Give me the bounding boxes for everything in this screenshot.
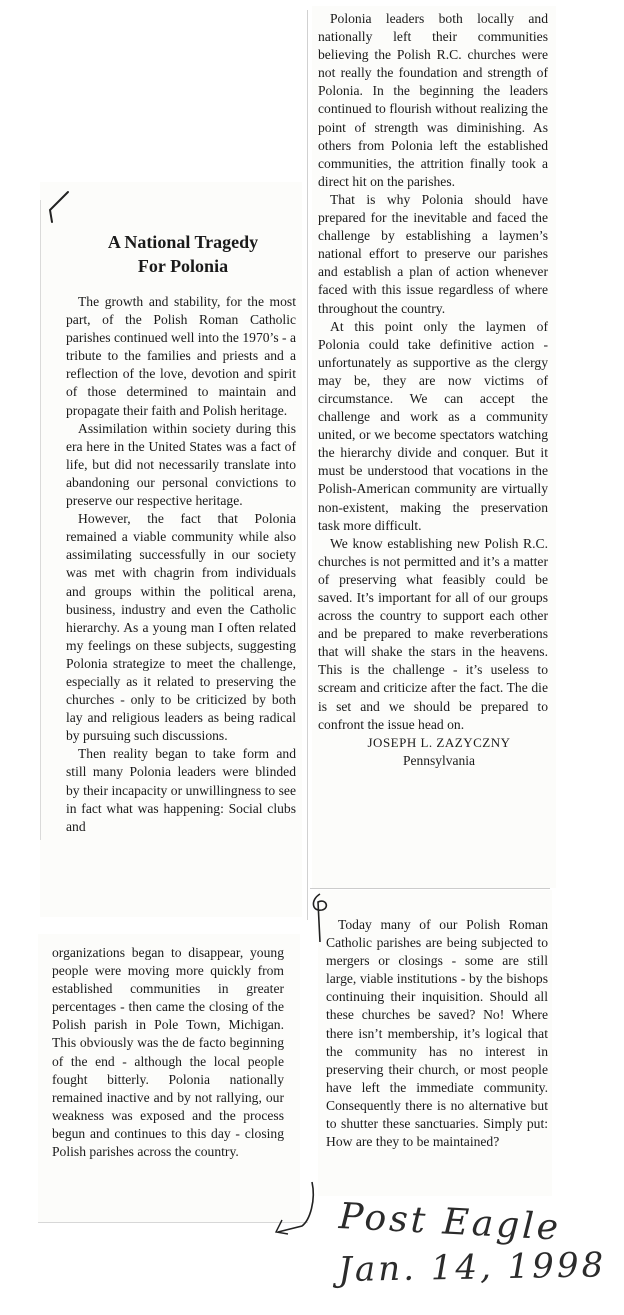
corner-tick-mark: [44, 188, 74, 228]
paragraph: Then reality began to take form and still many Polonia leaders were blinded by their incapacity or unwillingness to see in fact what was happening: Social clubs and: [66, 746, 296, 834]
handwritten-arrow-mark: [306, 890, 336, 950]
paragraph: At this point only the laymen of Polonia could take definitive action - unfortunately as supportive as the clergy may be, they are now victims of circumstance. We can accept the challenge and work as a community united, or we become spectators watching the hierarchy divide and conquer. But it must be understood that vocations in the Polish-American community are virtually non-existent, making the preservation task more difficult.: [318, 318, 548, 533]
handwritten-bracket-mark: [272, 1180, 322, 1240]
paragraph: organizations began to disappear, young people were moving more quickly from established communities in greater percentages - then came the closing of the Polish parish in Pole Town, Michigan. This obviously was the de facto beginning of the end - although the local people fought bitterly. Polonia nationally remained inactive and by not rallying, our weakness was exposed and the process begun and continues to this day - closing Polish parishes across the country.: [52, 945, 284, 1160]
article-title: [80, 230, 286, 278]
paragraph: We know establishing new Polish R.C. churches is not permitted and it’s a matter of preserving what feasibly could be saved. It’s important for all of our groups across the country to support each other and be prepared to make reverberations that will shake the stars in the heavens. This is the challenge - it’s useless to scream and criticize after the fact. The die is set and we should be prepared to confront the issue head on.: [318, 535, 548, 732]
article-column-right-continued: [326, 916, 548, 1151]
scan-edge-right-column: [307, 10, 308, 920]
author-name: JOSEPH L. ZAZYCZNY: [367, 734, 511, 750]
article-column-right: [318, 10, 548, 770]
article-title-line2: For Polonia: [137, 256, 229, 276]
scan-edge-bottom-left: [38, 1222, 308, 1223]
article-column-left-continued: [52, 944, 284, 1161]
handwritten-source-note: Post Eagle: [337, 1196, 563, 1249]
scan-edge-left: [40, 200, 41, 840]
paragraph: That is why Polonia should have prepared for the inevitable and faced the challenge by establishing a laymen’s national effort to preserve our parishes and establish a plan of action whenever faced with this issue regardless of where throughout the country.: [318, 191, 548, 316]
paragraph: However, the fact that Polonia remained a viable community while also assimilating successfully in our society was met with chagrin from individuals and groups within the political arena, business, industry and even the Catholic hierarchy. As a young man I often related my feelings on these subjects, suggesting Polonia strategize to meet the challenge, especially as it related to preserving the churches - only to be criticized by both lay and religious leaders as being radical by pursuing such discussions.: [66, 511, 296, 744]
paragraph: Assimilation within society during this era here in the United States was a fact of life, but did not necessarily translate into abandoning our personal convictions to preserve our respective heritage.: [66, 420, 296, 509]
paragraph: Today many of our Polish Roman Catholic parishes are being subjected to mergers or closings - some are still large, viable institutions - by the bishops continuing their inquisition. Should all these churches be saved? No! Where there isn’t membership, it’s logical that the community has no interest in preserving their church, or most people have left the immediate community. Consequently there is no alternative but to shutter these sanctuaries. Simply put: How are they to be maintained?: [326, 917, 548, 1150]
article-column-left: [66, 293, 296, 836]
author-location: Pennsylvania: [403, 752, 475, 768]
paragraph: Polonia leaders both locally and nationally left their communities believing the Polish R.C. churches were not really the foundation and strength of Polonia. In the beginning the leaders continued to flourish without realizing the point of strength was diminishing. As others from Polonia left the established communities, the attrition finally took a direct hit on the parishes.: [318, 11, 548, 189]
article-title-line1: A National Tragedy: [107, 232, 259, 252]
paragraph: The growth and stability, for the most part, of the Polish Roman Catholic parishes continued well into the 1970’s - a tribute to the families and priests and a reflection of the love, devotion and spirit of those determined to maintain and propagate their faith and Polish heritage.: [66, 294, 296, 418]
scan-edge-divider: [310, 888, 550, 889]
handwritten-date-note: Jan. 14, 1998: [338, 1245, 607, 1290]
